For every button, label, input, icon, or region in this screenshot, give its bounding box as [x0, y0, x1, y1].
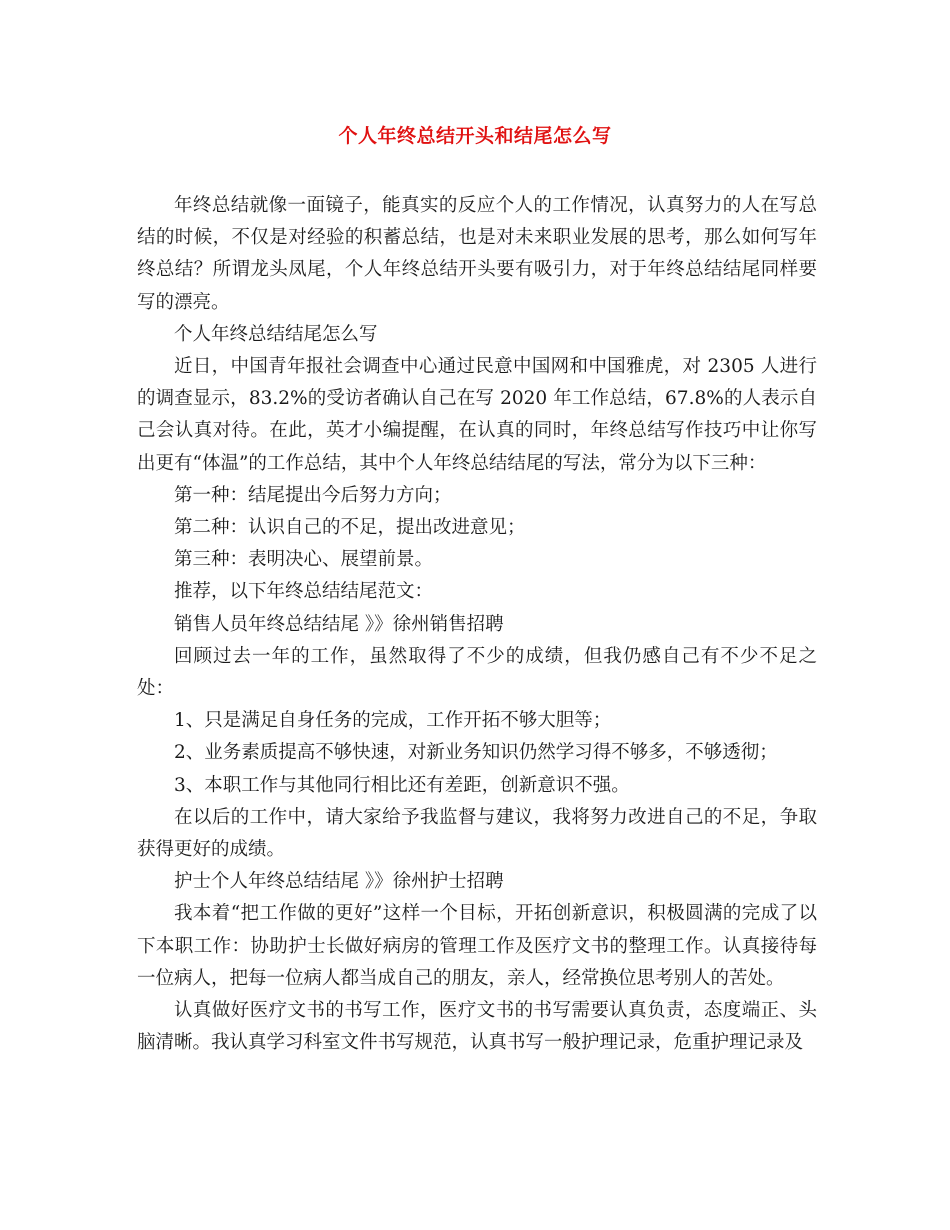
survey-paragraph: 近日，中国青年报社会调查中心通过民意中国网和中国雅虎，对 2305 人进行的调查显示，83.2%的受访者确认自己在写 2020 年工作总结，67.8%的人表示自己会认真对待。在此，英才小编提醒，在认真的同时，年终总结写作技巧中让你写出更有“体温”的工作总结，其中个人年终总结结尾的写法，常分为以下三种：	[137, 356, 817, 474]
recommend-line: 推荐，以下年终总结结尾范文：	[174, 581, 434, 603]
sales-point-2: 2、业务素质提高不够快速，对新业务知识仍然学习得不够多，不够透彻；	[174, 742, 778, 764]
nurse-paragraph-2: 认真做好医疗文书的书写工作，医疗文书的书写需要认真负责，态度端正、头脑清晰。我认真学习科室文件书写规范，认真书写一般护理记录，危重护理记录及	[137, 1000, 817, 1054]
intro-paragraph: 年终总结就像一面镜子，能真实的反应个人的工作情况，认真努力的人在写总结的时候，不仅是对经验的积蓄总结，也是对未来职业发展的思考，那么如何写年终总结？所谓龙头凤尾，个人年终总结开头要有吸引力，对于年终总结结尾同样要写的漂亮。	[137, 195, 817, 313]
nurse-paragraph-1: 我本着“把工作做的更好”这样一个目标，开拓创新意识，积极圆满的完成了以下本职工作：协助护士长做好病房的管理工作及医疗文书的整理工作。认真接待每一位病人，把每一位病人都当成自己的朋友，亲人，经常换位思考别人的苦处。	[137, 903, 817, 989]
sales-review-paragraph: 回顾过去一年的工作，虽然取得了不少的成绩，但我仍感自己有不少不足之处：	[137, 645, 817, 700]
page-title: 个人年终总结开头和结尾怎么写	[338, 125, 612, 147]
method-item-1: 第一种：结尾提出今后努力方向；	[174, 484, 452, 506]
method-item-3: 第三种：表明决心、展望前景。	[174, 549, 434, 571]
document-body	[137, 190, 817, 1059]
sales-closing-paragraph: 在以后的工作中，请大家给予我监督与建议，我将努力改进自己的不足，争取获得更好的成绩。	[137, 806, 817, 861]
method-item-2: 第二种：认识自己的不足，提出改进意见；	[174, 517, 526, 539]
section-heading-ending: 个人年终总结结尾怎么写	[174, 323, 378, 345]
sales-point-3: 3、本职工作与其他同行相比还有差距，创新意识不强。	[174, 774, 630, 796]
sales-heading: 销售人员年终总结结尾 》》徐州销售招聘	[174, 613, 504, 635]
sales-point-1: 1、只是满足自身任务的完成，工作开拓不够大胆等；	[174, 710, 612, 732]
nurse-heading: 护士个人年终总结结尾 》》徐州护士招聘	[174, 871, 504, 893]
